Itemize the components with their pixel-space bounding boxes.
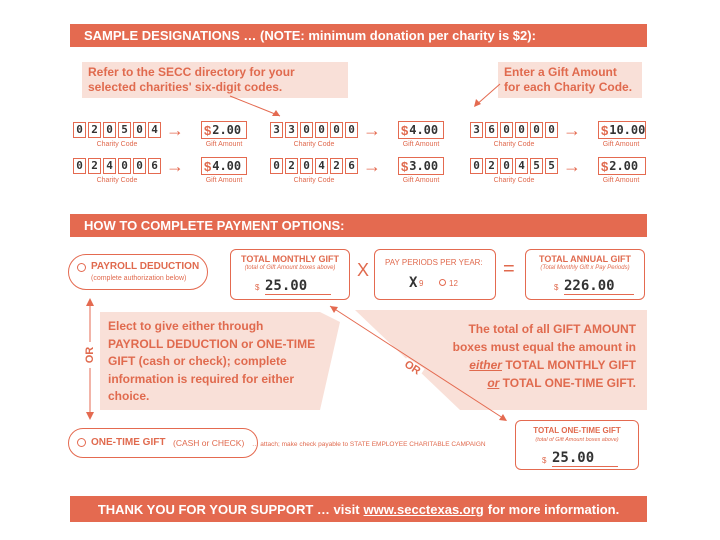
- onetime-sub: (CASH or CHECK): [173, 438, 245, 448]
- charity-code-digit[interactable]: 3: [270, 122, 283, 138]
- gift-amount-caption: Gift Amount: [602, 141, 640, 148]
- charity-code-digit[interactable]: 0: [103, 122, 116, 138]
- either-emphasis: either: [469, 358, 502, 372]
- gift-amount-value: 2.00: [212, 123, 242, 137]
- charity-code-digit[interactable]: 0: [530, 122, 543, 138]
- gift-amount-currency: $: [204, 122, 212, 138]
- charity-code-digit[interactable]: 6: [485, 122, 498, 138]
- gift-amount-caption: Gift Amount: [205, 177, 243, 184]
- charity-code-digit[interactable]: 2: [285, 158, 298, 174]
- charity-code-digit[interactable]: 0: [300, 158, 313, 174]
- charity-code-digit[interactable]: 4: [103, 158, 116, 174]
- charity-code-digit[interactable]: 5: [545, 158, 558, 174]
- charity-code-digit[interactable]: 0: [500, 122, 513, 138]
- charity-code-digit[interactable]: 5: [118, 122, 131, 138]
- side-or-label: OR: [84, 346, 96, 364]
- total-instructions-line4: [400, 374, 636, 392]
- charity-code-caption: Charity Code: [96, 141, 138, 148]
- onetime-total-currency: $: [542, 456, 547, 465]
- annual-currency: $: [554, 283, 559, 292]
- charity-code-digit[interactable]: 0: [500, 158, 513, 174]
- onetime-total-box: [515, 420, 639, 470]
- charity-code-digit[interactable]: 0: [133, 158, 146, 174]
- charity-code-digit[interactable]: 0: [315, 122, 328, 138]
- gift-amount-currency: $: [601, 122, 609, 138]
- period-9-label: 9: [419, 279, 424, 288]
- charity-code-digit[interactable]: 2: [330, 158, 343, 174]
- or-emphasis: or: [487, 376, 500, 390]
- charity-code-caption: Charity Code: [96, 177, 138, 184]
- gift-amount-value: 3.00: [409, 159, 439, 173]
- footer-text-after: for more information.: [487, 501, 620, 517]
- footer-link[interactable]: www.secctexas.org: [363, 501, 484, 517]
- period-9-mark[interactable]: X: [409, 275, 418, 291]
- right-arrow-icon: →: [563, 156, 581, 176]
- charity-code-digit[interactable]: 0: [118, 158, 131, 174]
- footer-bar: [70, 496, 647, 522]
- charity-code-digit[interactable]: 2: [88, 122, 101, 138]
- charity-code-digit[interactable]: 6: [345, 158, 358, 174]
- gift-amount-value: 2.00: [609, 159, 639, 173]
- charity-code-digit[interactable]: 0: [133, 122, 146, 138]
- total-instructions: [400, 320, 636, 392]
- gift-amount-currency: $: [204, 158, 212, 174]
- right-arrow-icon: →: [166, 120, 184, 140]
- charity-code-digit[interactable]: 0: [270, 158, 283, 174]
- gift-amount-value: 4.00: [409, 123, 439, 137]
- onetime-total-value[interactable]: 25.00: [552, 450, 618, 467]
- times-operator: X: [357, 260, 370, 280]
- charity-code-digit[interactable]: 5: [530, 158, 543, 174]
- charity-code-digit[interactable]: 4: [315, 158, 328, 174]
- onetime-attach-note: … attach; make check payable to STATE EMPLOYEE CHARITABLE CAMPAIGN: [252, 441, 486, 448]
- onetime-option[interactable]: [68, 428, 258, 458]
- monthly-currency: $: [255, 283, 260, 292]
- line4-rest: TOTAL ONE-TIME GIFT.: [499, 376, 636, 390]
- charity-code-digit[interactable]: 2: [485, 158, 498, 174]
- total-instructions-line3: [400, 356, 636, 374]
- onetime-total-sub: (total of Gift Amount boxes above): [535, 437, 619, 443]
- pay-periods-title: PAY PERIODS PER YEAR:: [385, 258, 483, 267]
- charity-code-digit[interactable]: 0: [345, 122, 358, 138]
- gift-amount-value: 10.00: [609, 123, 646, 137]
- monthly-sub: (total of Gift Amount boxes above): [244, 265, 336, 271]
- monthly-title: TOTAL MONTHLY GIFT: [240, 254, 339, 264]
- charity-code-digit[interactable]: 6: [148, 158, 161, 174]
- equals-operator: =: [503, 258, 515, 280]
- gift-amount-currency: $: [401, 158, 409, 174]
- total-instructions-line2: boxes must equal the amount in: [452, 340, 636, 354]
- right-arrow-icon: →: [363, 156, 381, 176]
- onetime-total-title: TOTAL ONE-TIME GIFT: [533, 426, 621, 435]
- annual-value[interactable]: 226.00: [564, 278, 634, 295]
- right-arrow-icon: →: [563, 120, 581, 140]
- charity-code-digit[interactable]: 0: [73, 158, 86, 174]
- gift-amount-caption: Gift Amount: [402, 177, 440, 184]
- monthly-value[interactable]: 25.00: [265, 278, 331, 295]
- elect-instructions: Elect to give either through PAYROLL DEDUCTION or ONE-TIME GIFT (cash or check); complete information is required for either choice.: [108, 319, 316, 403]
- charity-code-digit[interactable]: 4: [148, 122, 161, 138]
- gift-amount-caption: Gift Amount: [205, 141, 243, 148]
- gift-amount-caption: Gift Amount: [602, 177, 640, 184]
- designations-header: SAMPLE DESIGNATIONS … (NOTE: minimum donation per charity is $2):: [70, 24, 647, 47]
- period-12-label: 12: [449, 279, 458, 288]
- gift-amount-currency: $: [601, 158, 609, 174]
- gift-amount-currency: $: [401, 122, 409, 138]
- right-arrow-icon: →: [363, 120, 381, 140]
- annual-sub: (Total Monthly Gift x Pay Periods): [540, 265, 630, 271]
- annual-title: TOTAL ANNUAL GIFT: [539, 254, 631, 264]
- charity-code-digit[interactable]: 0: [330, 122, 343, 138]
- gift-amount-note: Enter a Gift Amount for each Charity Code.: [498, 62, 642, 98]
- charity-code-digit[interactable]: 3: [285, 122, 298, 138]
- charity-code-digit[interactable]: 0: [515, 122, 528, 138]
- directory-note: Refer to the SECC directory for your selected charities' six-digit codes.: [82, 62, 348, 98]
- gift-amount-caption: Gift Amount: [402, 141, 440, 148]
- charity-code-digit[interactable]: 0: [73, 122, 86, 138]
- gift-amount-value: 4.00: [212, 159, 242, 173]
- payment-header: HOW TO COMPLETE PAYMENT OPTIONS:: [70, 214, 647, 237]
- charity-code-caption: Charity Code: [493, 177, 535, 184]
- charity-code-digit[interactable]: 3: [470, 122, 483, 138]
- payroll-sub: (complete authorization below): [91, 275, 187, 282]
- charity-code-digit[interactable]: 0: [470, 158, 483, 174]
- onetime-label: ONE-TIME GIFT: [91, 437, 166, 448]
- line3-rest: TOTAL MONTHLY GIFT: [501, 358, 636, 372]
- right-arrow-icon: →: [166, 156, 184, 176]
- charity-code-digit[interactable]: 4: [515, 158, 528, 174]
- payroll-label: PAYROLL DEDUCTION: [91, 261, 200, 272]
- charity-code-caption: Charity Code: [493, 141, 535, 148]
- charity-code-digit[interactable]: 2: [88, 158, 101, 174]
- onetime-radio[interactable]: [77, 438, 86, 447]
- charity-code-digit[interactable]: 0: [545, 122, 558, 138]
- charity-code-digit[interactable]: 0: [300, 122, 313, 138]
- charity-code-caption: Charity Code: [293, 141, 335, 148]
- footer-text: THANK YOU FOR YOUR SUPPORT … visit: [97, 501, 360, 517]
- charity-code-caption: Charity Code: [293, 177, 335, 184]
- total-instructions-line1: The total of all GIFT AMOUNT: [468, 322, 636, 336]
- diagonal-or-label: OR: [402, 358, 423, 378]
